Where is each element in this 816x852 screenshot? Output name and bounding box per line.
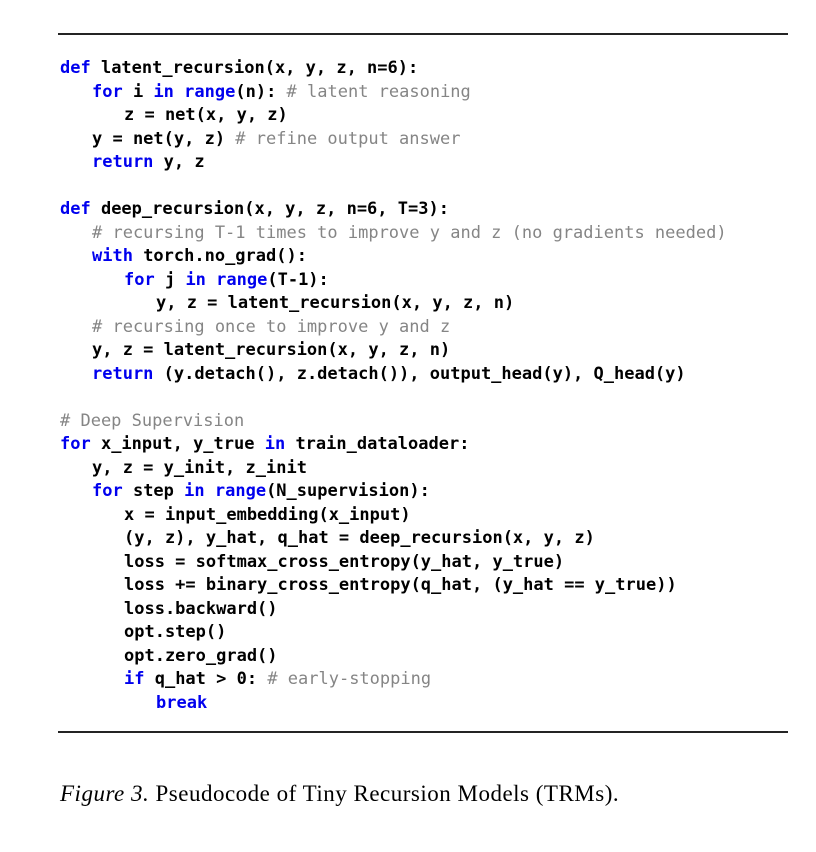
code-keyword: for (92, 481, 123, 501)
code-text: x = input_embedding(x_input) (124, 504, 411, 525)
code-keyword: return (92, 152, 154, 172)
code-line (60, 175, 800, 199)
code-line (60, 386, 800, 410)
code-text: y, z = latent_recursion(x, y, z, n) (156, 293, 515, 313)
code-keyword: range (216, 269, 268, 290)
code-keyword: with (92, 246, 133, 266)
code-text: opt.zero_grad() (124, 645, 278, 666)
code-text: latent_recursion(x, y, z, n=6): (90, 58, 419, 78)
code-line (60, 668, 800, 692)
code-keyword: def (60, 58, 91, 78)
code-text (174, 82, 184, 102)
code-comment: # latent reasoning (286, 81, 471, 102)
code-text: step (122, 481, 185, 501)
code-line (60, 504, 800, 528)
figure-top-rule (58, 33, 788, 35)
code-line (60, 128, 800, 152)
code-line (60, 198, 800, 222)
code-text: y, z = latent_recursion(x, y, z, n) (92, 340, 451, 360)
code-text: (n): (235, 81, 287, 102)
figure-caption (60, 781, 780, 807)
code-line (60, 339, 800, 363)
code-text: opt.step() (124, 622, 227, 642)
code-line (60, 269, 800, 293)
code-comment: # recursing once to improve y and z (92, 316, 451, 337)
code-keyword: range (214, 481, 267, 501)
code-line (60, 645, 800, 669)
code-keyword: def (60, 199, 91, 219)
code-keyword: in (264, 434, 286, 454)
code-line (60, 480, 800, 504)
code-line (60, 151, 800, 175)
code-comment: # refine output answer (235, 128, 461, 149)
code-keyword: return (92, 363, 154, 384)
code-keyword: range (184, 81, 236, 102)
code-text: y = net(y, z) (92, 128, 236, 149)
code-text: (y.detach(), z.detach()), output_head(y), Q_head(y) (153, 363, 686, 384)
code-keyword: for (60, 434, 91, 454)
code-text: torch.no_grad(): (132, 246, 307, 266)
code-text: x_input, y_true (90, 434, 265, 454)
code-text: j (154, 269, 186, 290)
code-line (60, 621, 800, 645)
code-text: (y, z), y_hat, q_hat = deep_recursion(x, y, z) (124, 528, 595, 548)
code-keyword: if (124, 669, 145, 689)
figure-caption-label: Figure 3. (60, 781, 150, 806)
code-line (60, 81, 800, 105)
code-line (60, 104, 800, 128)
code-line (60, 245, 800, 269)
code-text: loss += binary_cross_entropy(q_hat, (y_hat == y_true)) (124, 575, 677, 595)
code-text (206, 270, 216, 290)
code-text: (N_supervision): (266, 481, 430, 501)
code-keyword: for (92, 81, 123, 102)
code-line (60, 292, 800, 316)
code-line (60, 410, 800, 434)
code-line (60, 363, 800, 387)
code-keyword: in (184, 481, 205, 501)
code-text: train_dataloader: (285, 434, 470, 454)
code-line (60, 574, 800, 598)
code-text: loss = softmax_cross_entropy(y_hat, y_true) (124, 551, 565, 572)
code-line (60, 527, 800, 551)
code-line (60, 598, 800, 622)
code-keyword: in (185, 269, 206, 290)
code-keyword: in (153, 81, 174, 102)
code-text: y, z = y_init, z_init (92, 457, 307, 478)
code-line (60, 457, 800, 481)
code-text (205, 481, 215, 501)
code-text: (T-1): (267, 269, 329, 290)
code-line (60, 57, 800, 81)
code-line (60, 551, 800, 575)
code-line (60, 433, 800, 457)
code-line (60, 692, 800, 716)
code-comment: # early-stopping (267, 669, 432, 689)
code-comment: # Deep Supervision (60, 410, 245, 431)
code-keyword: break (156, 692, 208, 713)
code-text: deep_recursion(x, y, z, n=6, T=3): (90, 199, 449, 219)
pseudocode-listing (60, 57, 800, 715)
code-text: i (122, 81, 154, 102)
code-keyword: for (124, 269, 155, 290)
code-line (60, 316, 800, 340)
code-text: z = net(x, y, z) (124, 105, 288, 125)
code-comment: # recursing T-1 times to improve y and z (no gradients needed) (92, 222, 727, 243)
code-line (60, 222, 800, 246)
figure-bottom-rule (58, 731, 788, 733)
code-text: loss.backward() (124, 598, 278, 619)
code-text: q_hat > 0: (144, 669, 268, 689)
code-text: y, z (153, 152, 205, 172)
figure-caption-text: Pseudocode of Tiny Recursion Models (TRMs). (149, 781, 620, 806)
